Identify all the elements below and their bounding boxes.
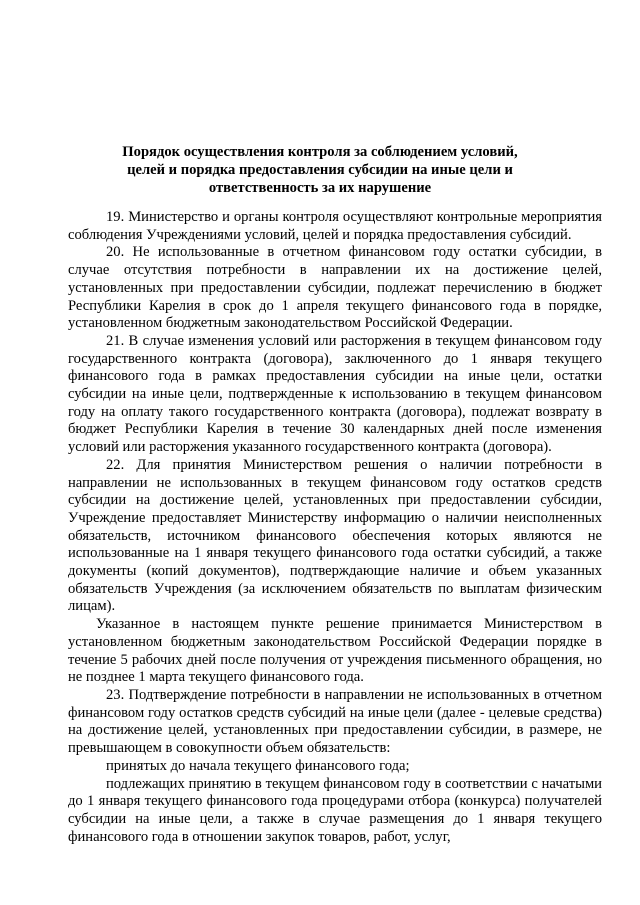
section-title-line-3: ответственность за их нарушение	[208, 180, 432, 196]
paragraph-22: 22. Для принятия Министерством решения о наличии потребности в направлении не использованных в текущем финансовом году остатков средств субсидии на достижение целей, установленных при предоставлении субсидии, Учреждение предоставляет Министерству информацию о наличии неисполненных обязательств, источником финансового обеспечения которых являются не использованные на 1 января текущего финансового года остатки субсидий, а также документы (копий документов), подтверждающие наличие и объем указанных обязательств Учреждения (за исключением обязательств по выплатам физическим лицам).	[68, 456, 602, 615]
section-title-line-1: Порядок осуществления контроля за соблюдением условий,	[122, 144, 518, 160]
paragraph-21: 21. В случае изменения условий или расторжения в текущем финансовом году государственного контракта (договора), заключенного до 1 января текущего финансового года в рамках предоставления субсидии на иные цели, остатки субсидии на иные цели, подтвержденные к использованию в текущем финансовом году на оплату такого государственного контракта (договора), подлежат возврату в бюджет Республики Карелия в течение 30 календарных дней после изменения условий или расторжения указанного государственного контракта (договора).	[68, 332, 602, 456]
paragraph-19: 19. Министерство и органы контроля осуществляют контрольные мероприятия соблюдения Учреждениями условий, целей и порядка предоставления субсидий.	[68, 209, 602, 243]
paragraph-23-item-1: принятых до начала текущего финансового года;	[106, 757, 410, 774]
paragraph-22-decision: Указанное в настоящем пункте решение принимается Министерством в установленном бюджетным законодательством Российской Федерации порядке в течение 5 рабочих дней после получения от учреждения письменного обращения, но не позднее 1 марта текущего финансового года.	[68, 616, 602, 686]
document-body	[68, 209, 602, 846]
paragraph-20: 20. Не использованные в отчетном финансовом году остатки субсидии, в случае отсутствия потребности в направлении их на достижение целей, установленных при предоставлении субсидии, подлежат перечислению в бюджет Республики Карелия в срок до 1 апреля текущего финансового года в порядке, установленном бюджетным законодательством Российской Федерации.	[68, 244, 602, 332]
section-title-line-2: целей и порядка предоставления субсидии на иные цели и	[127, 162, 513, 178]
paragraph-23-item-2: подлежащих принятию в текущем финансовом году в соответствии с начатыми до 1 января текущего финансового года процедурами отбора (конкурса) получателей субсидии на иные цели, а также в случае размещения до 1 января текущего финансового года в отношении закупок товаров, работ, услуг,	[68, 775, 602, 845]
section-title	[60, 143, 580, 197]
paragraph-23: 23. Подтверждение потребности в направлении не использованных в отчетном финансовом году остатков средств субсидий на иные цели (далее - целевые средства) на достижение целей, установленных при предоставлении субсидии, в размере, не превышающем в совокупности объем обязательств:	[68, 686, 602, 757]
